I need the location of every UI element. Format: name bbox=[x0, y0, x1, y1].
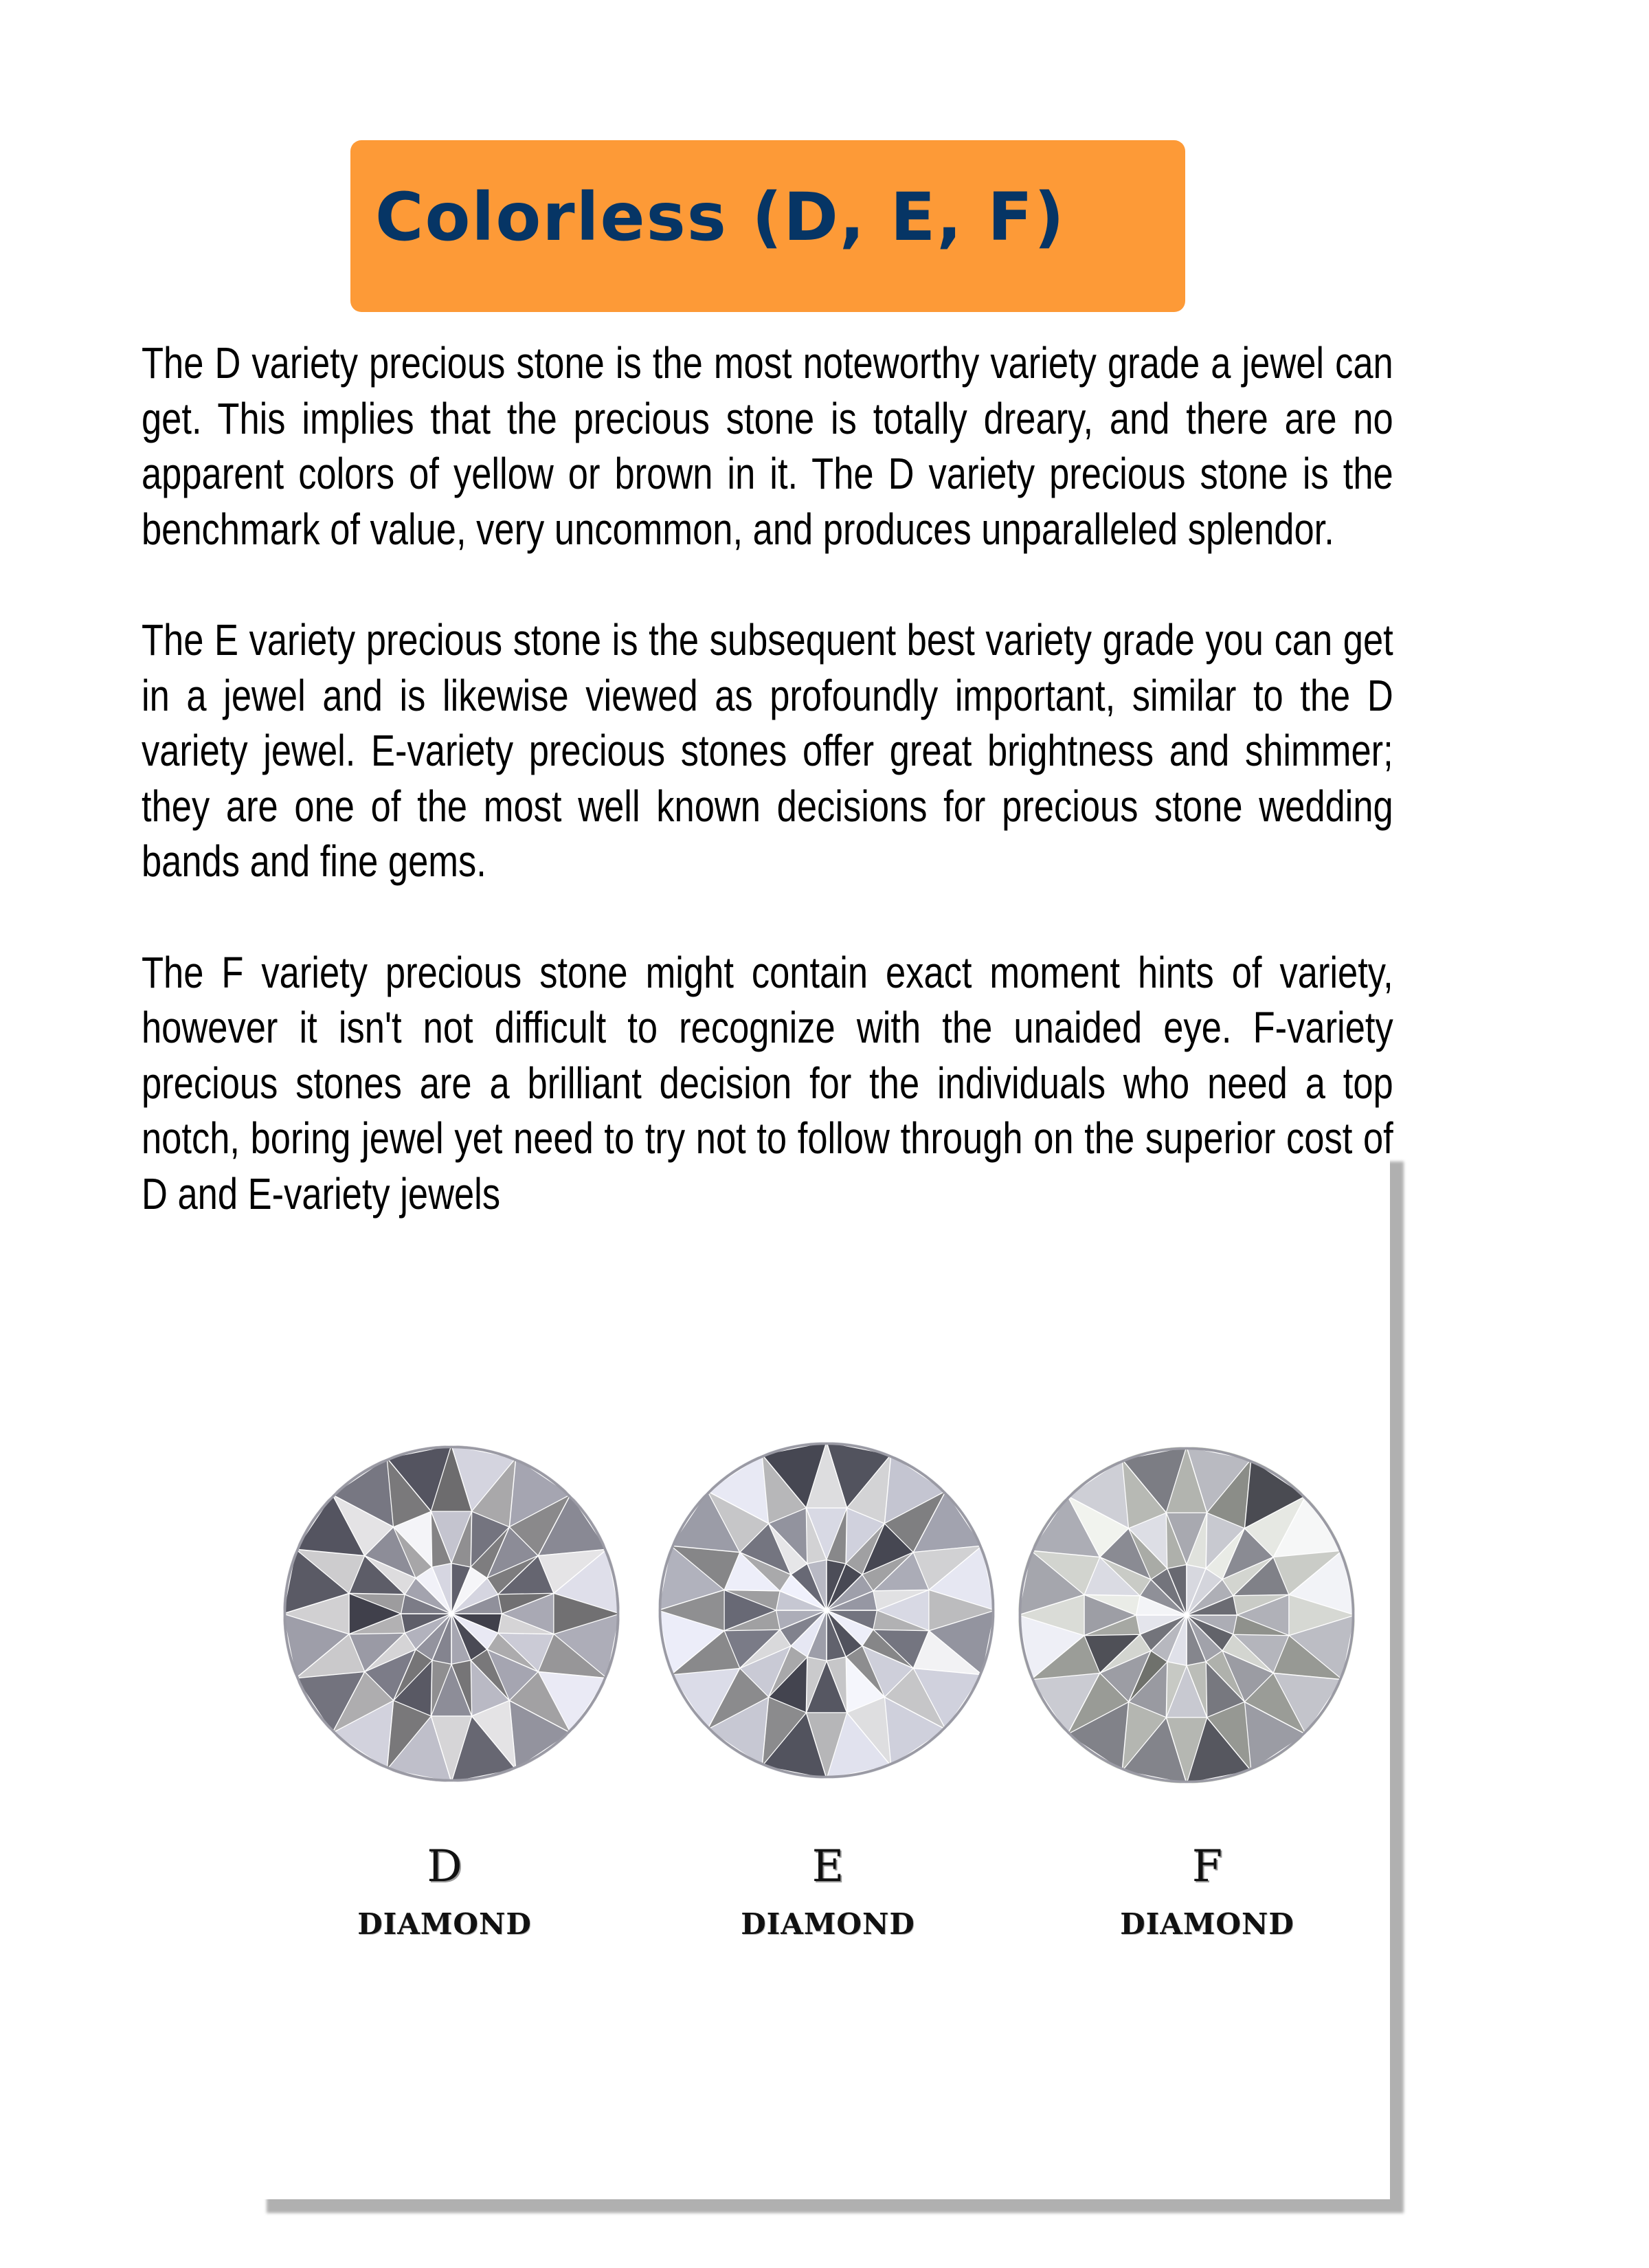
diamond-facets bbox=[1018, 1447, 1355, 1783]
paragraph-f-grade: The F variety precious stone might contain exact moment hints of variety, however it isn't not difficult to recognize with the unaided eye. F-variety precious stones are a brilliant decision for the individuals who need a top notch, boring jewel yet need to try not to follow through on the superior cost of D and E-variety jewels bbox=[142, 947, 1393, 1219]
grade-label-d: DIAMOND bbox=[357, 1907, 532, 1941]
paragraph-e-grade: The E variety precious stone is the subsequent best variety grade you can get in a jewel and is likewise viewed as profoundly important, similar to the D variety jewel. E-variety precious stones offer great brightness and shimmer; they are one of the most well known decisions for precious stone wedding bands and fine gems. bbox=[142, 615, 1393, 886]
grade-letter-f: F bbox=[1191, 1841, 1223, 1892]
grade-letter-d: D bbox=[427, 1841, 462, 1892]
grade-letter-e: E bbox=[811, 1841, 844, 1892]
diamond-e-image bbox=[658, 1442, 995, 1779]
grade-label-e: DIAMOND bbox=[741, 1907, 915, 1941]
diamond-facets bbox=[658, 1442, 995, 1779]
diamond-f-image bbox=[1018, 1447, 1355, 1783]
diamond-d-image bbox=[283, 1445, 620, 1782]
diamond-facets bbox=[283, 1445, 620, 1782]
body-text bbox=[142, 335, 1393, 1277]
grade-label-f: DIAMOND bbox=[1120, 1907, 1294, 1941]
paragraph-d-grade: The D variety precious stone is the most noteworthy variety grade a jewel can get. This implies that the precious stone is totally dreary, and there are no apparent colors of yellow or brown in it. The D variety precious stone is the benchmark of value, very uncommon, and produces unparalleled splendor. bbox=[142, 338, 1393, 554]
title-banner bbox=[350, 140, 1185, 312]
page-title: Colorless (D, E, F) bbox=[375, 179, 1066, 256]
